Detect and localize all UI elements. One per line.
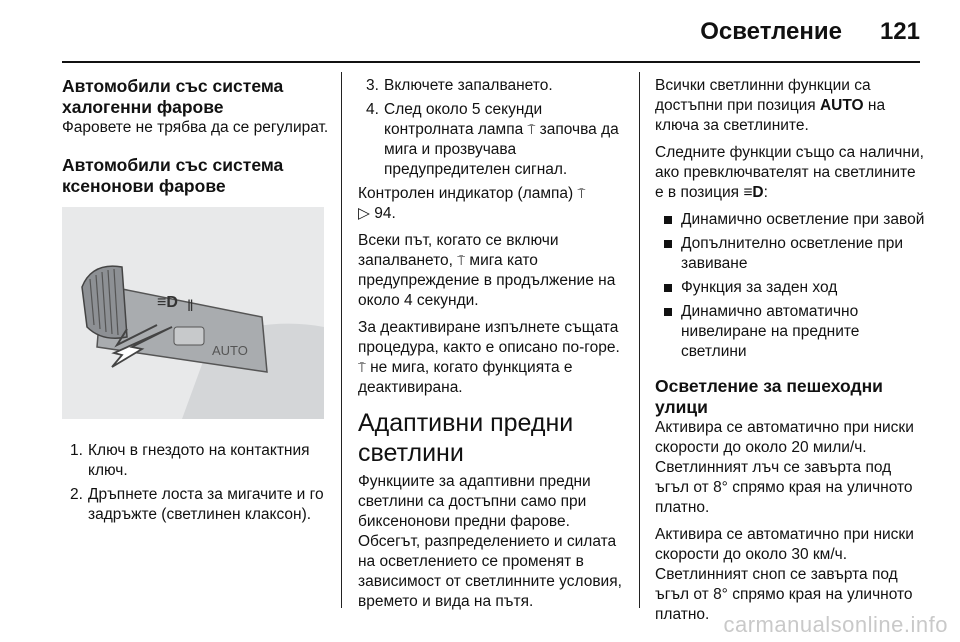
- headlight-warning-icon: ⍑: [358, 360, 366, 375]
- functions-list: [655, 210, 927, 362]
- svg-text:AUTO: AUTO: [212, 343, 248, 358]
- heading-pedestrian: Осветление за пешеходни улици: [655, 376, 883, 417]
- heading-halogen: Автомобили със система халогенни фарове: [62, 76, 284, 117]
- list-item: Функция за заден ход: [655, 278, 927, 298]
- column-1: [62, 76, 334, 529]
- page-reference-arrow-icon: ▷: [358, 205, 370, 222]
- svg-text:‖: ‖: [187, 298, 194, 315]
- heading-adaptive: Адаптивни предни светлини: [358, 409, 574, 467]
- column-2: [358, 76, 630, 619]
- lever-illustration: [62, 207, 324, 419]
- paragraph-pedestrian-1: Активира се автоматично при ниски скорости до около 20 мили/ч. Светлинният лъч се завърта под ъгъл от 8° спрямо края на уличното платно.: [655, 419, 914, 516]
- paragraph-adaptive: Функциите за адаптивни предни светлини са достъпни само при биксенонови предни фарове. Обсегът, разпределението и силата на осветлението се променят в зависимост от светлинните условия, времето и вида на пътя.: [358, 473, 622, 610]
- paragraph-each-ignition: Всеки път, когато се включи запалването, ⍑ мига като предупреждение в продължение на около 4 секунди.: [358, 232, 616, 309]
- list-item: Динамично автоматично нивелиране на предните светлини: [655, 302, 927, 362]
- list-item: 3. Включете запалването.: [366, 77, 553, 94]
- page-title: Осветление: [700, 18, 842, 45]
- paragraph-indicator: Контролен индикатор (лампа) ⍑ ▷ 94.: [358, 185, 586, 222]
- list-item: Динамично осветление при завой: [655, 210, 927, 230]
- list-item: 2. Дръпнете лоста за мигачите и го задръжте (светлинен клаксон).: [70, 486, 324, 523]
- bullet-icon: [664, 284, 672, 292]
- list-item: 4. След около 5 секунди контролната лампа ⍑ започва да мига и прозвучава предупредителен сигнал.: [366, 101, 619, 178]
- paragraph-pedestrian-2: Активира се автоматично при ниски скорости до около 30 км/ч. Светлинният сноп се завърта под ъгъл от 8° спрямо края на уличното платно.: [655, 526, 914, 623]
- column-3: [655, 76, 927, 632]
- bullet-icon: [664, 308, 672, 316]
- column-divider-1: [341, 72, 342, 608]
- paragraph-deactivate: За деактивиране изпълнете същата процедура, както е описано по-горе. ⍑ не мига, когато функцията е деактивирана.: [358, 319, 620, 396]
- turn-signal-lever-image: [62, 207, 324, 419]
- svg-text:≡D: ≡D: [157, 294, 178, 311]
- paragraph-following-functions: Следните функции също са налични, ако превключвателят на светлините е в позиция ≡D:: [655, 144, 924, 201]
- bullet-icon: [664, 240, 672, 248]
- header-divider: [62, 61, 920, 63]
- paragraph-all-functions: Всички светлинни функции са достъпни при позиция AUTO на ключа за светлините.: [655, 77, 886, 134]
- headlight-warning-icon: ⍑: [457, 253, 466, 268]
- headlight-warning-icon: ⍑: [527, 122, 536, 137]
- page-number: 121: [879, 18, 920, 45]
- paragraph-halogen: Фаровете не трябва да се регулират.: [62, 119, 329, 136]
- headlight-warning-icon: ⍑: [577, 186, 586, 201]
- heading-xenon: Автомобили със система ксенонови фарове: [62, 155, 284, 196]
- bullet-icon: [664, 216, 672, 224]
- steps-list-2: [358, 76, 630, 180]
- steps-list-1: [62, 441, 334, 525]
- column-divider-2: [639, 72, 640, 608]
- list-item: 1. Ключ в гнездото на контактния ключ.: [70, 442, 310, 479]
- page-header: [0, 0, 960, 62]
- headlight-switch-icon: ≡D: [743, 184, 764, 201]
- watermark: carmanualsonline.info: [723, 612, 948, 637]
- list-item: Допълнително осветление при завиване: [655, 234, 927, 274]
